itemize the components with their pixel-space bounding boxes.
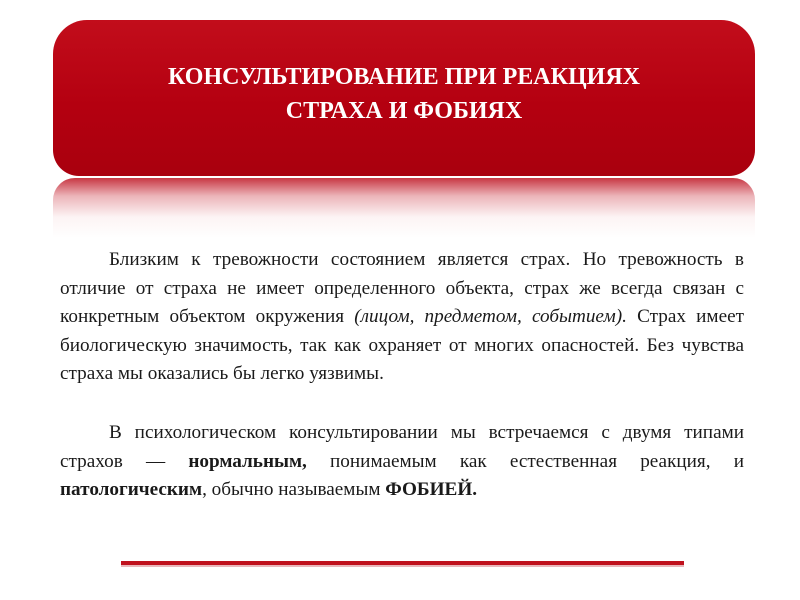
title-banner: [53, 20, 755, 176]
paragraph-1-text-b: Страх имеет биологическую значимость, так как охраняет от многих опасностей. Без чувства страха мы оказались бы легко уязвимы.: [60, 306, 744, 385]
title-line-1: КОНСУЛЬТИРОВАНИЕ ПРИ РЕАКЦИЯХ: [168, 64, 640, 90]
banner-reflection: [53, 178, 755, 238]
slide-title: [168, 60, 640, 128]
title-line-2: СТРАХА И ФОБИЯХ: [285, 98, 523, 124]
paragraph-1-text-a: Близким к тревожности состоянием является страх. Но тревожность в отличие от страха не имеет определенного объекта, страх же всегда связан с конкретным объектом окружения: [60, 249, 744, 328]
paragraph-2-text-b: понимаемым как естественная реакция, и: [306, 450, 744, 472]
paragraph-1-italic: (лицом, предметом, событием).: [354, 306, 627, 328]
slide-body: [60, 246, 744, 505]
paragraph-2-text-a: В психологическом консультировании мы встречаемся с двумя типами страхов —: [60, 421, 744, 472]
paragraph-2: [60, 419, 744, 505]
bottom-divider: [121, 561, 684, 567]
paragraph-2-text-c: , обычно называемым: [202, 479, 386, 501]
term-phobia: ФОБИЕЙ.: [385, 479, 478, 501]
paragraph-1: [60, 246, 744, 389]
term-pathological: патологическим: [60, 479, 203, 501]
term-normal: нормальным,: [188, 450, 307, 472]
